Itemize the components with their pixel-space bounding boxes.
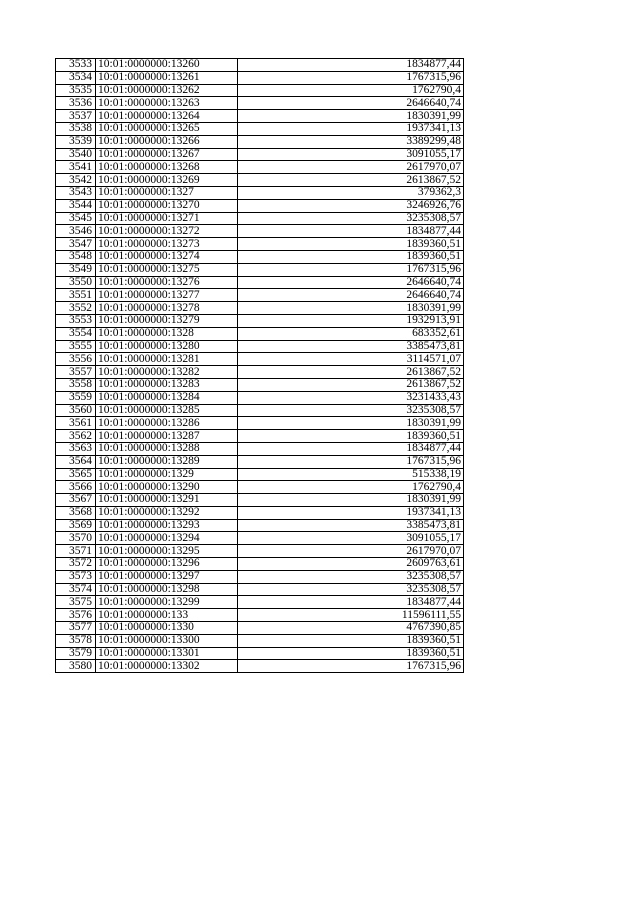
cadastral-value-cell: 2617970,07 — [238, 161, 464, 174]
cadastral-number-cell: 10:01:0000000:13267 — [96, 148, 238, 161]
table-row — [56, 199, 464, 212]
row-number-cell: 3566 — [56, 481, 96, 494]
table-row — [56, 212, 464, 225]
cadastral-value-table — [55, 58, 464, 673]
cadastral-number-cell: 10:01:0000000:13288 — [96, 442, 238, 455]
row-number-cell: 3577 — [56, 622, 96, 635]
row-number-cell: 3550 — [56, 276, 96, 289]
row-number-cell: 3572 — [56, 558, 96, 571]
cadastral-number-cell: 10:01:0000000:13297 — [96, 570, 238, 583]
cadastral-value-cell: 2613867,52 — [238, 174, 464, 187]
table-row — [56, 442, 464, 455]
table-row — [56, 634, 464, 647]
table-row — [56, 519, 464, 532]
cadastral-number-cell: 10:01:0000000:13275 — [96, 263, 238, 276]
cadastral-number-cell: 10:01:0000000:13302 — [96, 660, 238, 673]
row-number-cell: 3544 — [56, 199, 96, 212]
table-row — [56, 570, 464, 583]
cadastral-number-cell: 10:01:0000000:13281 — [96, 353, 238, 366]
cadastral-number-cell: 10:01:0000000:13293 — [96, 519, 238, 532]
row-number-cell: 3543 — [56, 186, 96, 199]
cadastral-value-cell: 3389299,48 — [238, 135, 464, 148]
cadastral-value-cell: 515338,19 — [238, 468, 464, 481]
table-row — [56, 238, 464, 251]
table-row — [56, 263, 464, 276]
table-row — [56, 84, 464, 97]
cadastral-number-cell: 10:01:0000000:13280 — [96, 340, 238, 353]
cadastral-number-cell: 10:01:0000000:13272 — [96, 225, 238, 238]
cadastral-number-cell: 10:01:0000000:13273 — [96, 238, 238, 251]
table-row — [56, 135, 464, 148]
cadastral-value-cell: 683352,61 — [238, 327, 464, 340]
cadastral-value-cell: 1830391,99 — [238, 110, 464, 123]
table-row — [56, 378, 464, 391]
cadastral-value-cell: 1839360,51 — [238, 634, 464, 647]
table-row — [56, 468, 464, 481]
cadastral-value-cell: 1834877,44 — [238, 59, 464, 72]
cadastral-value-cell: 3235308,57 — [238, 404, 464, 417]
cadastral-value-cell: 1839360,51 — [238, 250, 464, 263]
cadastral-number-cell: 10:01:0000000:13279 — [96, 314, 238, 327]
cadastral-value-cell: 2646640,74 — [238, 289, 464, 302]
cadastral-number-cell: 10:01:0000000:13270 — [96, 199, 238, 212]
row-number-cell: 3580 — [56, 660, 96, 673]
table-row — [56, 532, 464, 545]
cadastral-number-cell: 10:01:0000000:13266 — [96, 135, 238, 148]
row-number-cell: 3542 — [56, 174, 96, 187]
cadastral-value-cell: 1937341,13 — [238, 122, 464, 135]
cadastral-value-cell: 2613867,52 — [238, 378, 464, 391]
row-number-cell: 3546 — [56, 225, 96, 238]
table-row — [56, 250, 464, 263]
cadastral-number-cell: 10:01:0000000:13291 — [96, 494, 238, 507]
row-number-cell: 3579 — [56, 647, 96, 660]
cadastral-value-cell: 3235308,57 — [238, 212, 464, 225]
cadastral-value-cell: 1830391,99 — [238, 494, 464, 507]
cadastral-number-cell: 10:01:0000000:13269 — [96, 174, 238, 187]
table-row — [56, 289, 464, 302]
table-row — [56, 647, 464, 660]
table-row — [56, 314, 464, 327]
row-number-cell: 3563 — [56, 442, 96, 455]
cadastral-value-cell: 2646640,74 — [238, 276, 464, 289]
table-row — [56, 506, 464, 519]
row-number-cell: 3562 — [56, 430, 96, 443]
table-row — [56, 583, 464, 596]
cadastral-number-cell: 10:01:0000000:13263 — [96, 97, 238, 110]
cadastral-number-cell: 10:01:0000000:13286 — [96, 417, 238, 430]
cadastral-number-cell: 10:01:0000000:13301 — [96, 647, 238, 660]
row-number-cell: 3564 — [56, 455, 96, 468]
cadastral-value-cell: 3235308,57 — [238, 583, 464, 596]
row-number-cell: 3567 — [56, 494, 96, 507]
row-number-cell: 3547 — [56, 238, 96, 251]
cadastral-value-cell: 4767390,85 — [238, 622, 464, 635]
row-number-cell: 3552 — [56, 302, 96, 315]
cadastral-value-cell: 1830391,99 — [238, 417, 464, 430]
row-number-cell: 3569 — [56, 519, 96, 532]
row-number-cell: 3554 — [56, 327, 96, 340]
cadastral-value-cell: 3385473,81 — [238, 519, 464, 532]
table-row — [56, 660, 464, 673]
cadastral-number-cell: 10:01:0000000:13264 — [96, 110, 238, 123]
row-number-cell: 3555 — [56, 340, 96, 353]
row-number-cell: 3533 — [56, 59, 96, 72]
cadastral-value-cell: 1767315,96 — [238, 660, 464, 673]
table-row — [56, 609, 464, 622]
row-number-cell: 3545 — [56, 212, 96, 225]
cadastral-number-cell: 10:01:0000000:13282 — [96, 366, 238, 379]
row-number-cell: 3556 — [56, 353, 96, 366]
cadastral-number-cell: 10:01:0000000:13265 — [96, 122, 238, 135]
cadastral-value-cell: 2613867,52 — [238, 366, 464, 379]
row-number-cell: 3536 — [56, 97, 96, 110]
table-row — [56, 161, 464, 174]
row-number-cell: 3578 — [56, 634, 96, 647]
row-number-cell: 3535 — [56, 84, 96, 97]
table-row — [56, 545, 464, 558]
row-number-cell: 3558 — [56, 378, 96, 391]
row-number-cell: 3548 — [56, 250, 96, 263]
cadastral-value-cell: 2609763,61 — [238, 558, 464, 571]
table-row — [56, 302, 464, 315]
row-number-cell: 3571 — [56, 545, 96, 558]
table-row — [56, 110, 464, 123]
row-number-cell: 3557 — [56, 366, 96, 379]
cadastral-number-cell: 10:01:0000000:13276 — [96, 276, 238, 289]
cadastral-number-cell: 10:01:0000000:13261 — [96, 71, 238, 84]
cadastral-number-cell: 10:01:0000000:13292 — [96, 506, 238, 519]
cadastral-number-cell: 10:01:0000000:133 — [96, 609, 238, 622]
cadastral-value-cell: 1767315,96 — [238, 263, 464, 276]
cadastral-number-cell: 10:01:0000000:13290 — [96, 481, 238, 494]
row-number-cell: 3573 — [56, 570, 96, 583]
cadastral-number-cell: 10:01:0000000:13268 — [96, 161, 238, 174]
cadastral-number-cell: 10:01:0000000:13260 — [96, 59, 238, 72]
table-row — [56, 327, 464, 340]
cadastral-value-cell: 3114571,07 — [238, 353, 464, 366]
table-row — [56, 494, 464, 507]
table-row — [56, 225, 464, 238]
cadastral-number-cell: 10:01:0000000:1328 — [96, 327, 238, 340]
cadastral-value-cell: 1762790,4 — [238, 481, 464, 494]
table-row — [56, 276, 464, 289]
row-number-cell: 3534 — [56, 71, 96, 84]
cadastral-number-cell: 10:01:0000000:13262 — [96, 84, 238, 97]
row-number-cell: 3560 — [56, 404, 96, 417]
cadastral-number-cell: 10:01:0000000:13284 — [96, 391, 238, 404]
table-row — [56, 353, 464, 366]
row-number-cell: 3553 — [56, 314, 96, 327]
cadastral-value-cell: 3235308,57 — [238, 570, 464, 583]
cadastral-value-cell: 3385473,81 — [238, 340, 464, 353]
table-row — [56, 366, 464, 379]
cadastral-number-cell: 10:01:0000000:13271 — [96, 212, 238, 225]
cadastral-value-cell: 2646640,74 — [238, 97, 464, 110]
cadastral-number-cell: 10:01:0000000:13274 — [96, 250, 238, 263]
table-row — [56, 622, 464, 635]
cadastral-number-cell: 10:01:0000000:1329 — [96, 468, 238, 481]
table-row — [56, 340, 464, 353]
table-row — [56, 596, 464, 609]
cadastral-number-cell: 10:01:0000000:13283 — [96, 378, 238, 391]
table-row — [56, 174, 464, 187]
row-number-cell: 3551 — [56, 289, 96, 302]
row-number-cell: 3549 — [56, 263, 96, 276]
cadastral-number-cell: 10:01:0000000:1330 — [96, 622, 238, 635]
table-row — [56, 558, 464, 571]
cadastral-number-cell: 10:01:0000000:13300 — [96, 634, 238, 647]
table-row — [56, 391, 464, 404]
table-row — [56, 148, 464, 161]
cadastral-value-cell: 1834877,44 — [238, 596, 464, 609]
table-row — [56, 481, 464, 494]
cadastral-number-cell: 10:01:0000000:13289 — [96, 455, 238, 468]
row-number-cell: 3576 — [56, 609, 96, 622]
cadastral-value-cell: 1767315,96 — [238, 71, 464, 84]
table-row — [56, 122, 464, 135]
cadastral-value-cell: 1839360,51 — [238, 238, 464, 251]
row-number-cell: 3565 — [56, 468, 96, 481]
row-number-cell: 3539 — [56, 135, 96, 148]
row-number-cell: 3575 — [56, 596, 96, 609]
row-number-cell: 3570 — [56, 532, 96, 545]
row-number-cell: 3540 — [56, 148, 96, 161]
table-row — [56, 455, 464, 468]
cadastral-number-cell: 10:01:0000000:13294 — [96, 532, 238, 545]
row-number-cell: 3541 — [56, 161, 96, 174]
cadastral-value-cell: 3091055,17 — [238, 148, 464, 161]
cadastral-value-cell: 1839360,51 — [238, 430, 464, 443]
cadastral-value-cell: 1830391,99 — [238, 302, 464, 315]
cadastral-value-cell: 3231433,43 — [238, 391, 464, 404]
cadastral-number-cell: 10:01:0000000:13295 — [96, 545, 238, 558]
table-row — [56, 417, 464, 430]
table-row — [56, 186, 464, 199]
cadastral-value-cell: 1932913,91 — [238, 314, 464, 327]
cadastral-value-cell: 1937341,13 — [238, 506, 464, 519]
row-number-cell: 3561 — [56, 417, 96, 430]
table-body — [56, 59, 464, 673]
cadastral-number-cell: 10:01:0000000:13278 — [96, 302, 238, 315]
document-page — [55, 58, 464, 673]
cadastral-value-cell: 3091055,17 — [238, 532, 464, 545]
cadastral-value-cell: 1767315,96 — [238, 455, 464, 468]
cadastral-number-cell: 10:01:0000000:13277 — [96, 289, 238, 302]
table-row — [56, 71, 464, 84]
table-row — [56, 404, 464, 417]
cadastral-number-cell: 10:01:0000000:13298 — [96, 583, 238, 596]
table-row — [56, 430, 464, 443]
row-number-cell: 3537 — [56, 110, 96, 123]
row-number-cell: 3574 — [56, 583, 96, 596]
cadastral-value-cell: 1839360,51 — [238, 647, 464, 660]
cadastral-value-cell: 1762790,4 — [238, 84, 464, 97]
cadastral-number-cell: 10:01:0000000:13285 — [96, 404, 238, 417]
cadastral-value-cell: 1834877,44 — [238, 442, 464, 455]
cadastral-value-cell: 1834877,44 — [238, 225, 464, 238]
cadastral-value-cell: 11596111,55 — [238, 609, 464, 622]
row-number-cell: 3559 — [56, 391, 96, 404]
row-number-cell: 3538 — [56, 122, 96, 135]
cadastral-value-cell: 379362,3 — [238, 186, 464, 199]
cadastral-number-cell: 10:01:0000000:13296 — [96, 558, 238, 571]
cadastral-value-cell: 3246926,76 — [238, 199, 464, 212]
cadastral-number-cell: 10:01:0000000:13299 — [96, 596, 238, 609]
cadastral-number-cell: 10:01:0000000:13287 — [96, 430, 238, 443]
row-number-cell: 3568 — [56, 506, 96, 519]
table-row — [56, 59, 464, 72]
table-row — [56, 97, 464, 110]
cadastral-value-cell: 2617970,07 — [238, 545, 464, 558]
cadastral-number-cell: 10:01:0000000:1327 — [96, 186, 238, 199]
